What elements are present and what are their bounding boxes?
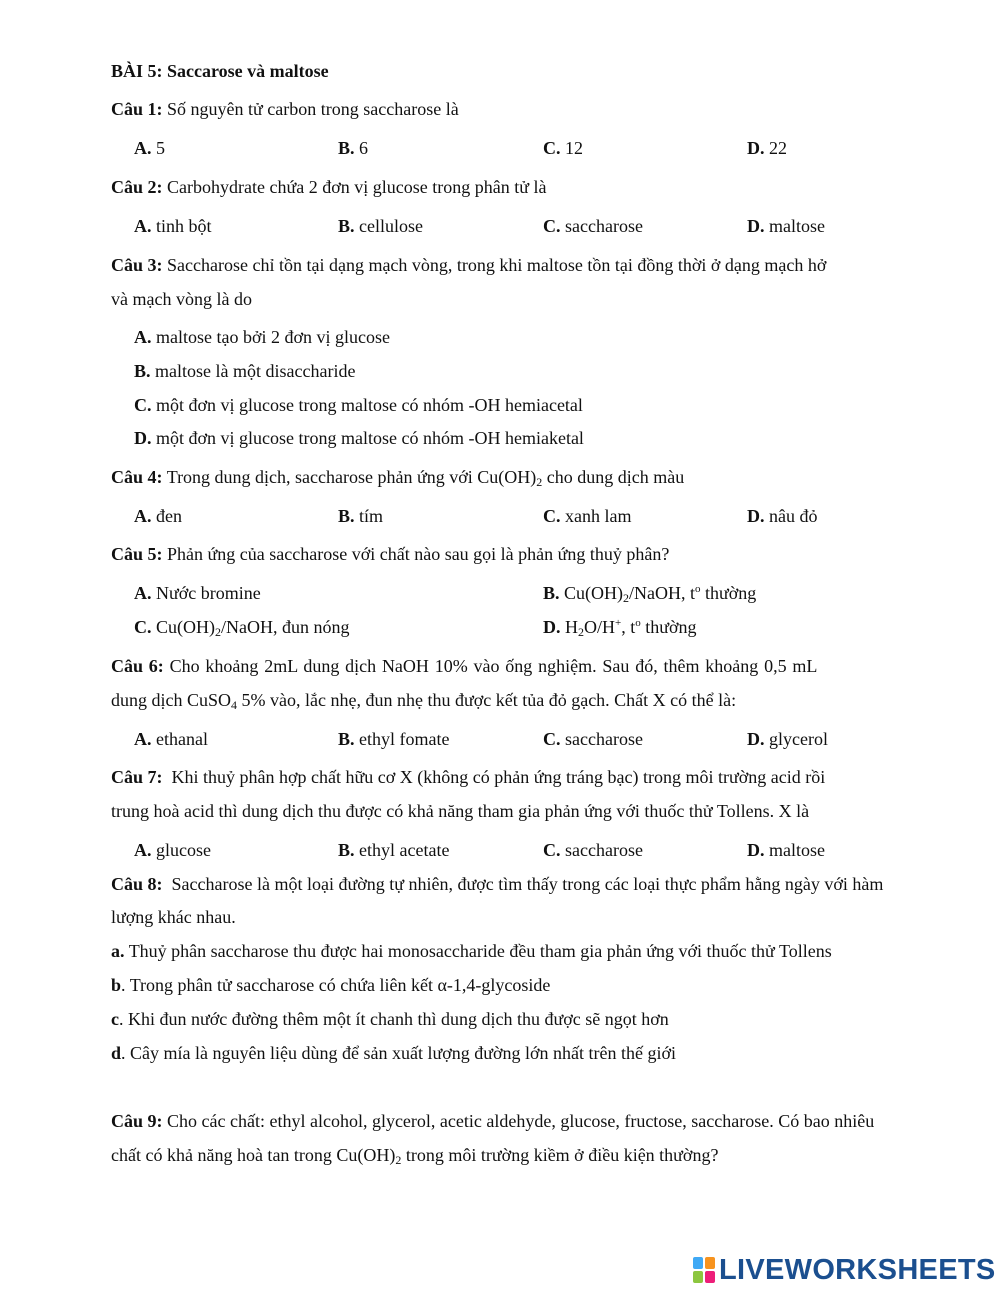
q6-option-b[interactable]: B. ethyl fomate (338, 729, 450, 749)
q6-option-c[interactable]: C. saccharose (543, 729, 643, 749)
question-label: Câu 1: (111, 99, 163, 119)
q3-option-d[interactable]: D. một đơn vị glucose trong maltose có nhóm -OH hemiaketal (134, 428, 584, 448)
q5-option-b[interactable]: B. $Cu(OH)_2$/NaOH, $t^o$ thường (543, 583, 757, 605)
question-1 (111, 98, 459, 120)
question-9: Câu 9: Cho các chất: ethyl alcohol, glycerol, acetic aldehyde, glucose, fructose, saccharose. Có bao nhiêu (111, 1111, 875, 1131)
q6-option-a[interactable]: A. ethanal (134, 729, 208, 749)
q4-option-b[interactable]: B. tím (338, 506, 384, 526)
q8-statement-a[interactable]: a. Thuỷ phân saccharose thu được hai monosaccharide đều tham gia phản ứng với thuốc thử Tollens (111, 941, 832, 961)
q5-option-d[interactable]: D. $H_2O/H^+$, $t^o$ thường (543, 617, 697, 639)
question-3: Câu 3: Saccharose chỉ tồn tại dạng mạch vòng, trong khi maltose tồn tại đồng thời ở dạng mạch hở (111, 255, 827, 275)
liveworksheets-watermark[interactable] (693, 1254, 996, 1286)
q3-option-b[interactable]: B. maltose là một disaccharide (134, 361, 356, 381)
question-8-line-2: lượng khác nhau. (111, 907, 236, 927)
q2-option-b[interactable]: B. cellulose (338, 216, 423, 236)
q5-option-a[interactable]: A. Nước bromine (134, 583, 261, 603)
question-5: Câu 5: Phản ứng của saccharose với chất nào sau gọi là phản ứng thuỷ phân? (111, 544, 670, 564)
q4-option-c[interactable]: C. xanh lam (543, 506, 632, 526)
liveworksheets-logo-icon (693, 1257, 715, 1283)
question-3-line-2: và mạch vòng là do (111, 289, 252, 309)
question-4: Câu 4: Trong dung dịch, saccharose phản ứng với $Cu(OH)_2$ cho dung dịch màu (111, 467, 685, 489)
q7-option-a[interactable]: A. glucose (134, 840, 211, 860)
q1-option-c[interactable]: C. 12 (543, 138, 583, 158)
question-6-line-2: dung dịch CuSO$_4$ 5% vào, lắc nhẹ, đun nhẹ thu được kết tủa đỏ gạch. Chất X có thể là: (111, 690, 737, 712)
question-text: Số nguyên tử carbon trong saccharose là (167, 99, 459, 119)
question-2: Câu 2: Carbohydrate chứa 2 đơn vị glucose trong phân tử là (111, 177, 547, 197)
question-6: Câu 6: Cho khoảng 2mL dung dịch NaOH 10% vào ống nghiệm. Sau đó, thêm khoảng 0,5 mL (111, 656, 818, 676)
q3-option-c[interactable]: C. một đơn vị glucose trong maltose có nhóm -OH hemiacetal (134, 395, 583, 415)
q1-option-b[interactable]: B. 6 (338, 138, 369, 158)
q7-option-c[interactable]: C. saccharose (543, 840, 643, 860)
q3-option-a[interactable]: A. maltose tạo bởi 2 đơn vị glucose (134, 327, 390, 347)
q1-option-a[interactable]: A. 5 (134, 138, 165, 158)
question-7-line-2: trung hoà acid thì dung dịch thu được có khả năng tham gia phản ứng với thuốc thử Tollens. X là (111, 801, 810, 821)
q7-option-d[interactable]: D. maltose (747, 840, 825, 860)
q7-option-b[interactable]: B. ethyl acetate (338, 840, 450, 860)
q6-option-d[interactable]: D. glycerol (747, 729, 828, 749)
watermark-text: LIVEWORKSHEETS (719, 1253, 996, 1286)
question-7: Câu 7: Khi thuỷ phân hợp chất hữu cơ X (không có phản ứng tráng bạc) trong môi trường acid rồi (111, 767, 826, 787)
question-8: Câu 8: Saccharose là một loại đường tự nhiên, được tìm thấy trong các loại thực phẩm hằng ngày với hàm (111, 874, 884, 894)
q2-option-d[interactable]: D. maltose (747, 216, 825, 236)
q8-statement-c[interactable]: c. Khi đun nước đường thêm một ít chanh thì dung dịch thu được sẽ ngọt hơn (111, 1009, 669, 1029)
question-9-line-2: chất có khả năng hoà tan trong $Cu(OH)_2$ trong môi trường kiềm ở điều kiện thường? (111, 1145, 719, 1167)
q5-option-c[interactable]: C. $Cu(OH)_2$/NaOH, đun nóng (134, 617, 350, 639)
q1-option-d[interactable]: D. 22 (747, 138, 787, 158)
q2-option-c[interactable]: C. saccharose (543, 216, 643, 236)
q8-statement-b[interactable]: b. Trong phân tử saccharose có chứa liên kết α-1,4-glycoside (111, 975, 551, 995)
q4-option-a[interactable]: A. đen (134, 506, 182, 526)
q4-option-d[interactable]: D. nâu đỏ (747, 506, 818, 526)
page-title: BÀI 5: Saccarose và maltose (111, 61, 329, 81)
q2-option-a[interactable]: A. tinh bột (134, 216, 212, 236)
q8-statement-d[interactable]: d. Cây mía là nguyên liệu dùng để sản xuất lượng đường lớn nhất trên thế giới (111, 1043, 677, 1063)
